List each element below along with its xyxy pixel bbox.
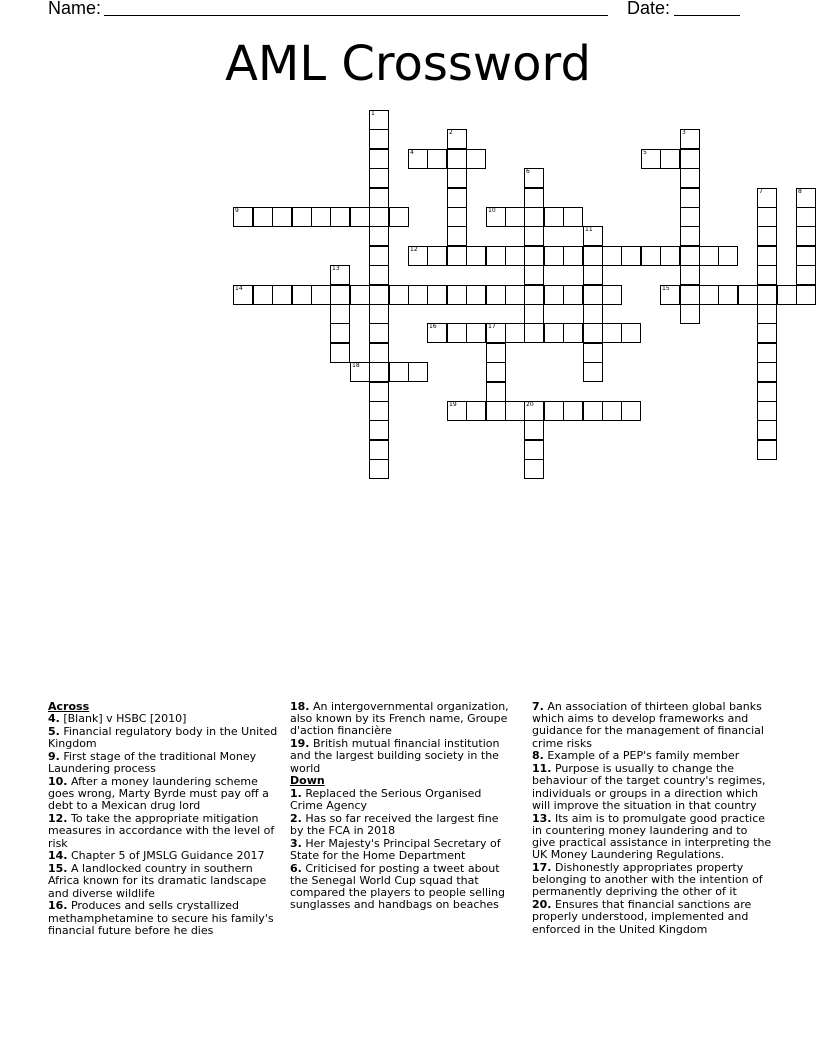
clue-item (532, 701, 772, 750)
clue-item-text: Replaced the Serious Organised Crime Agency (290, 786, 482, 812)
clue-item (48, 751, 280, 775)
crossword-cell[interactable] (524, 265, 544, 285)
crossword-cell[interactable] (369, 285, 389, 305)
crossword-cell[interactable] (524, 323, 544, 343)
crossword-cell[interactable] (330, 285, 350, 305)
crossword-cell[interactable] (583, 343, 603, 363)
crossword-cell[interactable] (447, 246, 467, 266)
clue-item (48, 863, 280, 900)
crossword-cell[interactable] (350, 207, 370, 227)
crossword-cell[interactable] (563, 246, 583, 266)
clue-item (532, 750, 772, 762)
crossword-cell[interactable] (583, 362, 603, 382)
crossword-cell[interactable] (602, 323, 622, 343)
across-heading: Across (48, 700, 90, 713)
crossword-cell[interactable] (757, 440, 777, 460)
crossword-cell[interactable] (486, 246, 506, 266)
crossword-cell[interactable] (680, 304, 700, 324)
clue-number: 14 (235, 285, 243, 292)
clue-item (532, 862, 772, 899)
crossword-cell[interactable] (621, 401, 641, 421)
crossword-cell[interactable] (796, 265, 816, 285)
crossword-cell[interactable] (583, 246, 603, 266)
crossword-cell[interactable] (466, 401, 486, 421)
crossword-cell[interactable] (369, 459, 389, 479)
crossword-cell[interactable] (757, 323, 777, 343)
crossword-cell[interactable] (408, 362, 428, 382)
clue-number: 12 (410, 246, 418, 253)
crossword-cell[interactable] (563, 401, 583, 421)
crossword-cell[interactable] (660, 149, 680, 169)
clue-item (290, 838, 514, 862)
crossword-cell[interactable] (602, 401, 622, 421)
crossword-cell[interactable] (369, 129, 389, 149)
clue-item-text: After a money laundering scheme goes wrong, Marty Byrde must pay off a debt to a Mexican drug lord (48, 775, 269, 813)
crossword-cell[interactable] (466, 149, 486, 169)
crossword-cell[interactable] (544, 246, 564, 266)
clue-item (48, 776, 280, 813)
clue-item-text: Criticised for posting a tweet about the Senegal World Cup squad that compared the players to people selling sunglasses and handbags on beaches (290, 861, 506, 912)
clue-number: 3 (682, 129, 686, 136)
crossword-cell[interactable] (680, 226, 700, 246)
crossword-cell[interactable] (757, 382, 777, 402)
clue-item-number: 18. (290, 700, 310, 713)
clue-item-number: 3. (290, 836, 302, 850)
crossword-cell[interactable] (757, 362, 777, 382)
crossword-cell[interactable] (427, 285, 447, 305)
clue-item-number: 6. (290, 861, 302, 875)
crossword-cell[interactable] (369, 343, 389, 363)
clue-item-text: An intergovernmental organization, also known by its French name, Groupe d'action financière (290, 700, 509, 738)
crossword-cell[interactable] (524, 207, 544, 227)
crossword-cell[interactable] (311, 285, 331, 305)
crossword-cell[interactable] (369, 401, 389, 421)
crossword-cell[interactable] (777, 285, 797, 305)
clue-item-number: 14. (48, 849, 68, 863)
crossword-cell[interactable] (757, 304, 777, 324)
crossword-cell[interactable] (447, 188, 467, 208)
crossword-cell[interactable] (389, 207, 409, 227)
crossword-cell[interactable] (369, 382, 389, 402)
clue-item-text: To take the appropriate mitigation measures in accordance with the level of risk (48, 812, 275, 850)
clue-item (290, 863, 514, 912)
crossword-cell[interactable] (583, 285, 603, 305)
crossword-cell[interactable] (699, 246, 719, 266)
crossword-cell[interactable] (369, 168, 389, 188)
clue-item (532, 899, 772, 936)
crossword-cell[interactable] (253, 207, 273, 227)
crossword-cell[interactable] (505, 323, 525, 343)
crossword-cell[interactable] (757, 226, 777, 246)
crossword-cell[interactable] (369, 246, 389, 266)
clue-number: 8 (798, 188, 802, 195)
crossword-cell[interactable] (350, 285, 370, 305)
clue-item-number: 11. (532, 762, 552, 776)
crossword-cell[interactable] (544, 401, 564, 421)
crossword-cell[interactable] (583, 304, 603, 324)
crossword-cell[interactable] (757, 265, 777, 285)
clue-item-text: First stage of the traditional Money Laundering process (48, 750, 257, 776)
crossword-cell[interactable] (680, 188, 700, 208)
crossword-cell[interactable] (505, 246, 525, 266)
clues-column-2 (290, 701, 514, 912)
crossword-cell[interactable] (796, 226, 816, 246)
clue-item-number: 5. (48, 725, 60, 738)
crossword-cell[interactable] (466, 246, 486, 266)
crossword-cell[interactable] (427, 246, 447, 266)
clue-item-number: 13. (532, 811, 552, 825)
clue-number: 1 (371, 110, 375, 117)
crossword-cell[interactable] (369, 304, 389, 324)
clue-item-text: Example of a PEP's family member (543, 749, 740, 763)
clue-item-text: Produces and sells crystallized methamphetamine to secure his family's financial future before he dies (48, 899, 274, 937)
crossword-cell[interactable] (563, 285, 583, 305)
crossword-cell[interactable] (757, 285, 777, 305)
crossword-cell[interactable] (524, 246, 544, 266)
crossword-cell[interactable] (796, 246, 816, 266)
crossword-cell[interactable] (524, 459, 544, 479)
clue-number: 13 (332, 265, 340, 272)
crossword-cell[interactable] (524, 188, 544, 208)
clue-item-number: 16. (48, 899, 68, 913)
crossword-cell[interactable] (796, 207, 816, 227)
clue-item-number: 17. (532, 861, 552, 875)
crossword-cell[interactable] (330, 343, 350, 363)
crossword-cell[interactable] (621, 323, 641, 343)
crossword-cell[interactable] (505, 401, 525, 421)
clues-column-1 (48, 701, 280, 938)
crossword-cell[interactable] (369, 207, 389, 227)
clue-item-number: 8. (532, 749, 544, 763)
clue-item-number: 19. (290, 737, 310, 751)
crossword-cell[interactable] (447, 207, 467, 227)
crossword-cell[interactable] (486, 401, 506, 421)
clue-item (290, 701, 514, 738)
crossword-cell[interactable] (641, 246, 661, 266)
crossword-cell[interactable] (757, 246, 777, 266)
clue-item-text: Purpose is usually to change the behaviour of the target country's regimes, individuals or groups in a direction which will improve the situation in that country (532, 762, 766, 812)
clue-item-number: 10. (48, 775, 68, 788)
down-heading: Down (290, 774, 325, 788)
clue-number: 2 (449, 129, 453, 136)
crossword-cell[interactable] (757, 207, 777, 227)
date-label: Date: (627, 0, 671, 18)
clue-number: 10 (488, 207, 496, 214)
crossword-cell[interactable] (330, 304, 350, 324)
clue-number: 17 (488, 323, 496, 330)
crossword-cell[interactable] (330, 323, 350, 343)
crossword-cell[interactable] (272, 285, 292, 305)
crossword-cell[interactable] (292, 285, 312, 305)
crossword-cell[interactable] (389, 285, 409, 305)
clue-item-number: 7. (532, 700, 544, 713)
clue-number: 20 (526, 401, 534, 408)
clue-item-text: Chapter 5 of JMSLG Guidance 2017 (67, 849, 265, 863)
clue-item-number: 12. (48, 812, 68, 826)
crossword-cell[interactable] (408, 285, 428, 305)
crossword-cell[interactable] (505, 207, 525, 227)
crossword-cell[interactable] (544, 207, 564, 227)
crossword-cell[interactable] (718, 285, 738, 305)
crossword-cell[interactable] (680, 149, 700, 169)
clue-item-number: 9. (48, 750, 60, 763)
crossword-cell[interactable] (757, 401, 777, 421)
crossword-cell[interactable] (369, 149, 389, 169)
crossword-cell[interactable] (602, 246, 622, 266)
crossword-cell[interactable] (524, 285, 544, 305)
clue-item-text: A landlocked country in southern Africa known for its dramatic landscape and diverse wildlife (48, 862, 267, 900)
crossword-cell[interactable] (583, 265, 603, 285)
crossword-cell[interactable] (524, 226, 544, 246)
clue-item-text: [Blank] v HSBC [2010] (59, 712, 187, 726)
clue-item-text: Dishonestly appropriates property belonging to another with the intention of permanently depriving the other of it (532, 861, 763, 899)
crossword-cell[interactable] (544, 285, 564, 305)
clue-item (48, 726, 280, 750)
crossword-cell[interactable] (486, 362, 506, 382)
crossword-cell[interactable] (466, 285, 486, 305)
crossword-cell[interactable] (583, 401, 603, 421)
crossword-cell[interactable] (447, 149, 467, 169)
crossword-cell[interactable] (311, 207, 331, 227)
crossword-cell[interactable] (718, 246, 738, 266)
crossword-cell[interactable] (524, 304, 544, 324)
crossword-cell[interactable] (563, 323, 583, 343)
clue-number: 5 (643, 149, 647, 156)
crossword-cell[interactable] (602, 285, 622, 305)
clue-number: 16 (429, 323, 437, 330)
crossword-cell[interactable] (660, 246, 680, 266)
clue-item-number: 2. (290, 811, 302, 825)
crossword-cell[interactable] (369, 188, 389, 208)
clue-item (48, 900, 280, 937)
clue-item (48, 713, 280, 725)
crossword-cell[interactable] (486, 382, 506, 402)
clue-item-text: Financial regulatory body in the United Kingdom (48, 725, 278, 751)
clue-item-text: Has so far received the largest fine by the FCA in 2018 (290, 811, 499, 837)
crossword-cell[interactable] (680, 265, 700, 285)
clue-number: 9 (235, 207, 239, 214)
clue-item-text: An association of thirteen global banks which aims to develop frameworks and guidance for the management of financial crime risks (532, 700, 764, 750)
crossword-cell[interactable] (447, 168, 467, 188)
crossword-cell[interactable] (486, 343, 506, 363)
crossword-cell[interactable] (466, 323, 486, 343)
crossword-cell[interactable] (369, 265, 389, 285)
clue-number: 6 (526, 168, 530, 175)
crossword-cell[interactable] (738, 285, 758, 305)
crossword-cell[interactable] (447, 323, 467, 343)
crossword-cell[interactable] (524, 440, 544, 460)
crossword-cell[interactable] (796, 285, 816, 305)
clue-number: 15 (662, 285, 670, 292)
clue-item (48, 850, 280, 862)
crossword-cell[interactable] (292, 207, 312, 227)
clue-item-number: 15. (48, 862, 68, 876)
crossword-cell[interactable] (369, 420, 389, 440)
crossword-cell[interactable] (563, 207, 583, 227)
clue-item (290, 813, 514, 837)
crossword-cell[interactable] (272, 207, 292, 227)
crossword-cell[interactable] (330, 207, 350, 227)
crossword-cell[interactable] (544, 323, 564, 343)
crossword-cell[interactable] (447, 226, 467, 246)
clue-item (290, 788, 514, 812)
clue-item (290, 738, 514, 775)
crossword-cell[interactable] (369, 362, 389, 382)
clue-number: 18 (352, 362, 360, 369)
crossword-cell[interactable] (369, 323, 389, 343)
clue-number: 4 (410, 149, 414, 156)
crossword-cell[interactable] (427, 149, 447, 169)
clue-item-number: 1. (290, 786, 302, 800)
crossword-cell[interactable] (583, 323, 603, 343)
crossword-cell[interactable] (757, 420, 777, 440)
clue-number: 7 (759, 188, 763, 195)
crossword-cell[interactable] (369, 226, 389, 246)
clue-item-text: British mutual financial institution and the largest building society in the world (290, 737, 500, 775)
clues-column-3 (532, 701, 772, 936)
clue-number: 11 (585, 226, 593, 233)
crossword-cell[interactable] (680, 246, 700, 266)
crossword-cell[interactable] (680, 207, 700, 227)
clue-item-number: 4. (48, 712, 60, 726)
crossword-cell[interactable] (253, 285, 273, 305)
clue-item (532, 763, 772, 812)
crossword-cell[interactable] (621, 246, 641, 266)
crossword-cell[interactable] (389, 362, 409, 382)
crossword-cell[interactable] (505, 285, 525, 305)
crossword-cell[interactable] (699, 285, 719, 305)
name-label: Name: (48, 0, 102, 18)
crossword-cell[interactable] (447, 285, 467, 305)
crossword-cell[interactable] (524, 420, 544, 440)
clue-item-text: Its aim is to promulgate good practice in countering money laundering and to give practical assistance in interpreting the UK Money Laundering Regulations. (532, 811, 772, 862)
page-title: AML Crossword (225, 36, 591, 92)
crossword-cell[interactable] (680, 285, 700, 305)
clue-item-text: Ensures that financial sanctions are properly understood, implemented and enforced in the United Kingdom (532, 898, 752, 936)
clue-number: 19 (449, 401, 457, 408)
clue-item-number: 20. (532, 898, 552, 912)
crossword-cell[interactable] (369, 440, 389, 460)
crossword-cell[interactable] (757, 343, 777, 363)
clue-item-text: Her Majesty's Principal Secretary of State for the Home Department (290, 836, 501, 862)
clue-item (48, 813, 280, 850)
crossword-cell[interactable] (680, 168, 700, 188)
crossword-cell[interactable] (486, 285, 506, 305)
clue-item (532, 813, 772, 862)
